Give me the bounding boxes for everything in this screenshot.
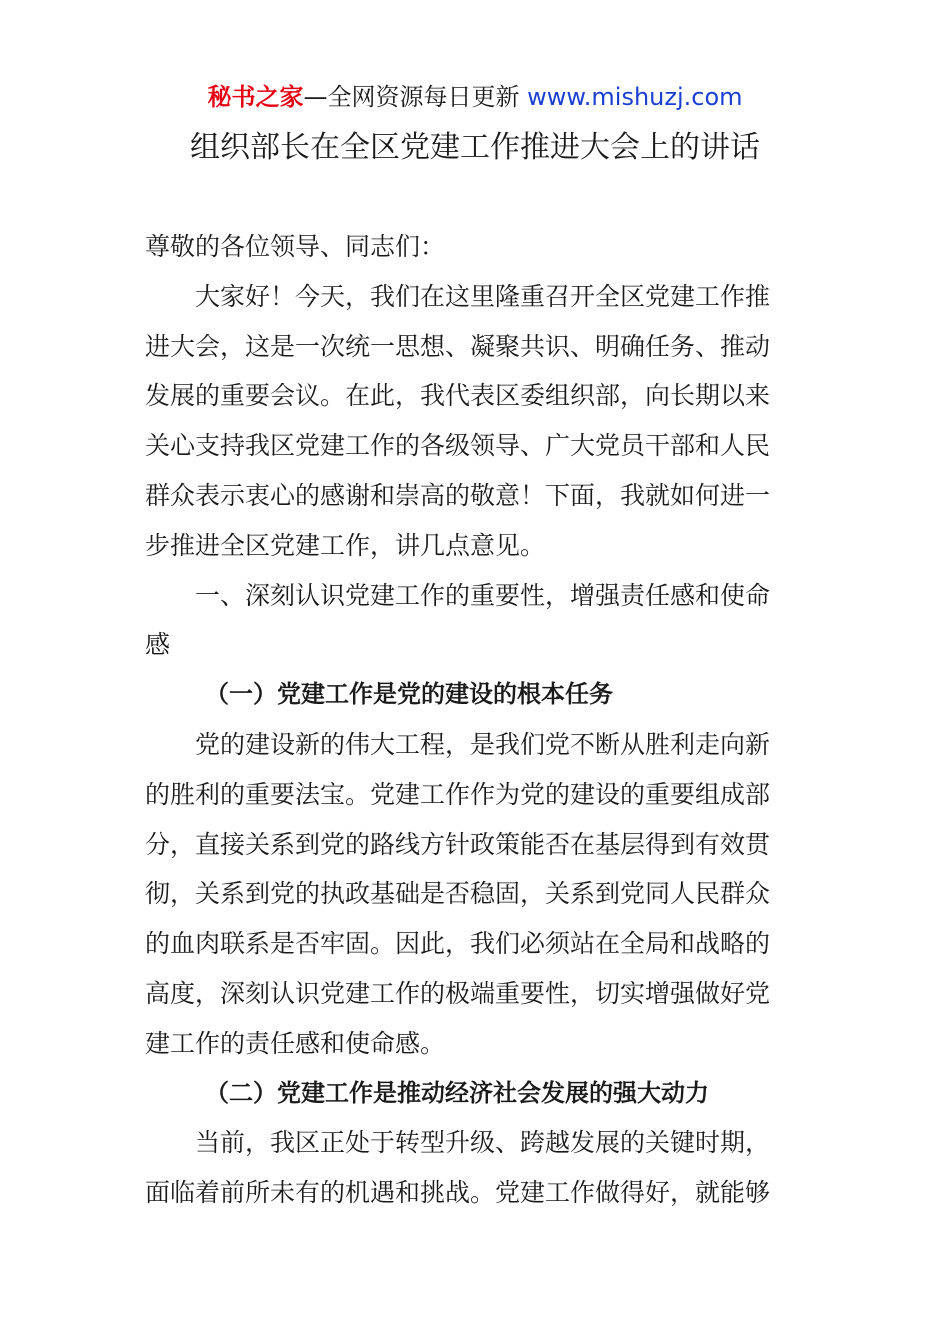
- paragraph-line: 步推进全区党建工作，讲几点意见。: [145, 530, 546, 560]
- paragraph-line: 彻，关系到党的执政基础是否稳固，关系到党同人民群众: [145, 879, 771, 909]
- paragraph-line: 关心支持我区党建工作的各级领导、广大党员干部和人民: [145, 431, 771, 461]
- salutation-line: 尊敬的各位领导、同志们：: [145, 232, 446, 261]
- paragraph-line: 分，直接关系到党的路线方针政策能否在基层得到有效贯: [145, 829, 771, 859]
- paragraph-line: 党的建设新的伟大工程，是我们党不断从胜利走向新: [195, 729, 771, 759]
- site-url-link[interactable]: www.mishuzj.com: [527, 83, 743, 111]
- document-title: 组织部长在全区党建工作推进大会上的讲话: [190, 130, 760, 165]
- document-body: [145, 222, 810, 1218]
- paragraph-line: 发展的重要会议。在此，我代表区委组织部，向长期以来: [145, 381, 771, 411]
- section-heading-line: 一、深刻认识党建工作的重要性，增强责任感和使命: [195, 580, 771, 610]
- paragraph-line: 进大会，这是一次统一思想、凝聚共识、明确任务、推动: [145, 331, 771, 361]
- paragraph-line: 面临着前所未有的机遇和挑战。党建工作做得好，就能够: [145, 1178, 771, 1208]
- subsection-heading: （一）党建工作是党的建设的根本任务: [205, 680, 613, 709]
- paragraph-line: 群众表示衷心的感谢和崇高的敬意！下面，我就如何进一: [145, 480, 771, 510]
- section-heading-line: 感: [145, 630, 171, 660]
- paragraph-line: 大家好！今天，我们在这里隆重召开全区党建工作推: [195, 281, 771, 311]
- paragraph-line: 建工作的责任感和使命感。: [145, 1028, 446, 1058]
- subsection-heading: （二）党建工作是推动经济社会发展的强大动力: [205, 1078, 709, 1107]
- paragraph-line: 的血肉联系是否牢固。因此，我们必须站在全局和战略的: [145, 929, 771, 959]
- site-brand: 秘书之家: [207, 83, 304, 111]
- site-header: [0, 80, 950, 114]
- site-tagline: —全网资源每日更新: [303, 83, 520, 111]
- paragraph-line: 的胜利的重要法宝。党建工作作为党的建设的重要组成部: [145, 779, 771, 809]
- paragraph-line: 高度，深刻认识党建工作的极端重要性，切实增强做好党: [145, 978, 771, 1008]
- paragraph-line: 当前，我区正处于转型升级、跨越发展的关键时期，: [195, 1128, 771, 1158]
